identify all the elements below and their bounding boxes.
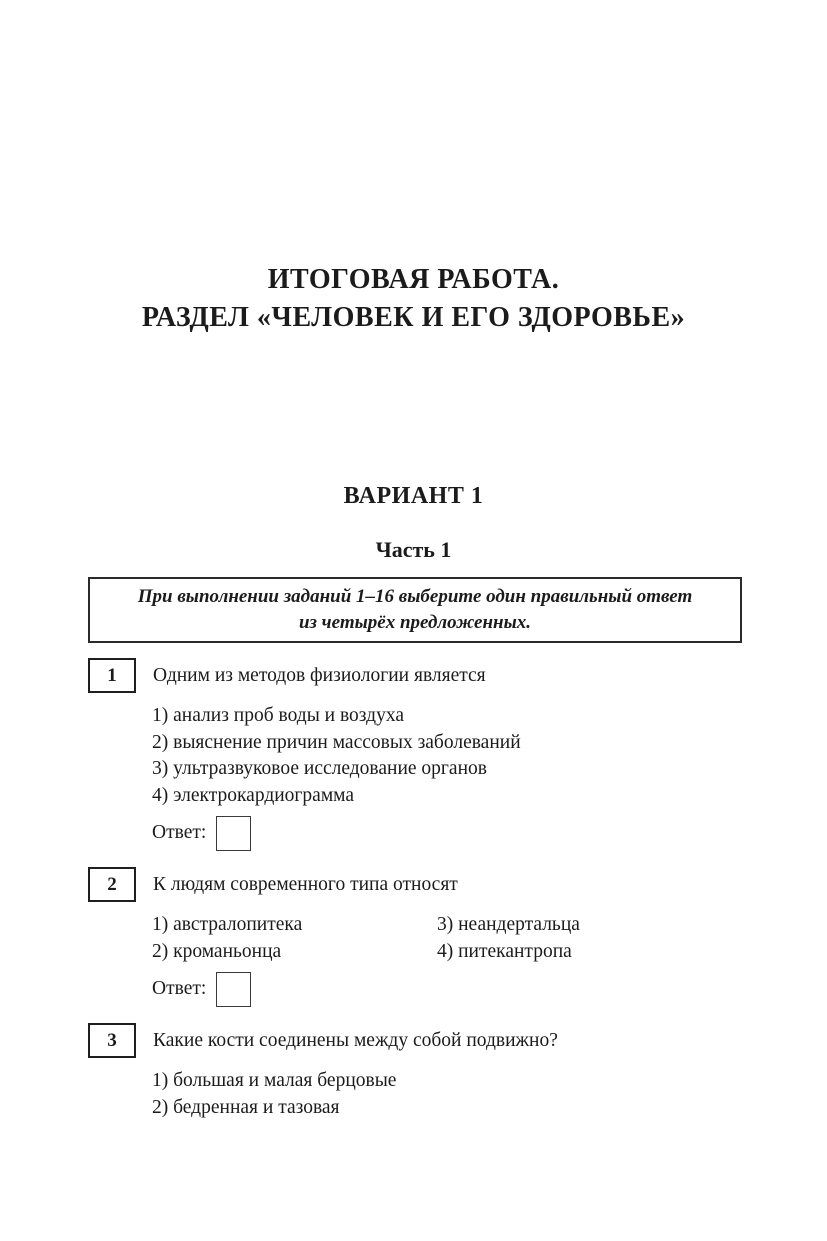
question-number-box: 1 [88,658,136,693]
question-2-answer-row [152,970,742,1008]
instruction-text-line-2: из четырёх предложенных. [298,612,532,633]
answer-label: Ответ: [152,978,207,999]
questions-list [88,658,742,1121]
question-2 [88,867,742,1008]
answer-option: 4) питекантропа [437,940,572,962]
variant-heading: ВАРИАНТ 1 [343,483,484,509]
answer-option: 2) бедренная и тазовая [152,1096,340,1118]
question-text: Одним из методов физиологии является [153,665,486,686]
answer-option: 4) электрокардиограмма [152,784,355,806]
question-1-options [152,703,742,809]
answer-input-box[interactable] [216,972,251,1007]
instruction-box [88,577,742,643]
question-2-options [152,912,742,965]
question-number-box: 2 [88,867,136,902]
question-text: К людям современного типа относят [153,874,458,895]
question-2-header [88,867,742,902]
answer-label: Ответ: [152,822,207,843]
answer-option: 3) ультразвуковое исследование органов [152,758,487,779]
document-title [0,0,827,337]
question-1 [88,658,742,852]
question-1-header [88,658,742,693]
options-column-right [437,912,742,965]
options-column-left [152,912,437,965]
question-number-box: 3 [88,1023,136,1058]
answer-option: 1) австралопитека [152,914,303,935]
question-3 [88,1023,742,1121]
answer-input-box[interactable] [216,816,251,851]
question-text: Какие кости соединены между собой подвижно? [153,1030,558,1051]
answer-option: 1) анализ проб воды и воздуха [152,705,404,726]
question-3-options [152,1068,742,1121]
document-title-line-2: РАЗДЕЛ «ЧЕЛОВЕК И ЕГО ЗДОРОВЬЕ» [141,302,686,333]
question-3-header [88,1023,742,1058]
part-heading: Часть 1 [375,537,452,562]
answer-option: 2) выяснение причин массовых заболеваний [152,731,521,753]
document-title-line-1: ИТОГОВАЯ РАБОТА. [267,264,560,295]
question-1-answer-row [152,814,742,852]
answer-option: 3) неандертальца [437,914,580,935]
answer-option: 2) кроманьонца [152,940,282,962]
answer-option: 1) большая и малая берцовые [152,1070,397,1091]
instruction-text-line-1: При выполнении заданий 1–16 выберите один правильный ответ [137,586,693,607]
